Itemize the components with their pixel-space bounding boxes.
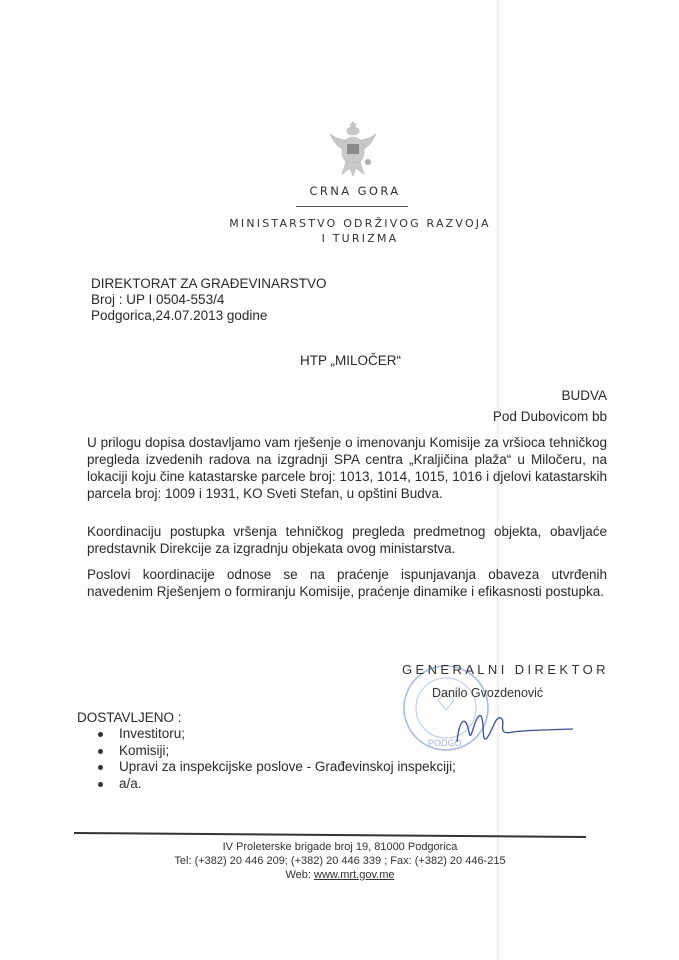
body-paragraph: Poslovi koordinacije odnose se na praćenje ispunjavanja obaveza utvrđenih navedenim Rješenjem o formiranju Komisije, praćenje dinamike i efikasnosti postupka. bbox=[87, 567, 607, 599]
recipient-address bbox=[493, 385, 607, 427]
footer-phones: Tel: (+382) 20 446 209; (+382) 20 446 339 ; Fax: (+382) 20 446-215 bbox=[174, 855, 506, 867]
country-name: CRNA GORA bbox=[309, 184, 401, 198]
body-paragraph: U prilogu dopisa dostavljamo vam rješenje o imenovanju Komisije za vršioca tehničkog pregleda izvedenih radova na izgradnji SPA centra „Kraljičina plaža“ u Miločeru, na lokaciji koju čine katastarske parcele broj: 1013, 1014, 1015, 1016 i djelovi katastarskih parcela broj: 1009 i 1931, KO Sveti Stefan, u opštini Budva. bbox=[87, 435, 607, 501]
distribution-item: a/a. bbox=[95, 776, 456, 793]
recipient-street: Pod Dubovicom bb bbox=[492, 409, 607, 424]
ministry-line-1: MINISTARSTVO ODRŽIVOG RAZVOJA bbox=[229, 217, 491, 230]
document-meta bbox=[91, 276, 327, 324]
signatory-name: Danilo Gvozdenović bbox=[432, 686, 544, 700]
distribution-title: DOSTAVLJENO : bbox=[77, 710, 182, 725]
place-date: Podgorica,24.07.2013 godine bbox=[91, 308, 268, 323]
distribution-item: Upravi za inspekcijske poslove - Građevinskoj inspekciji; bbox=[95, 759, 456, 776]
web-label: Web: bbox=[285, 869, 315, 881]
footer-divider bbox=[74, 832, 586, 838]
ministry-line-2: I TURIZMA bbox=[321, 232, 399, 245]
body-paragraph: Koordinaciju postupka vršenja tehničkog pregleda predmetnog objekta, obavljaće predstavnik Direkcije za izgradnju objekata ovog ministarstva. bbox=[87, 524, 607, 556]
recipient-city: BUDVA bbox=[561, 388, 607, 403]
svg-text:PODGO: PODGO bbox=[428, 738, 462, 748]
recipient-name: HTP „MILOČER“ bbox=[300, 353, 402, 368]
footer bbox=[150, 840, 530, 882]
directorate-name: DIREKTORAT ZA GRAĐEVINARSTVO bbox=[91, 276, 327, 291]
reference-number: Broj : UP I 0504-553/4 bbox=[91, 292, 225, 307]
ministry-name bbox=[200, 216, 520, 246]
distribution-item: Komisiji; bbox=[95, 743, 456, 760]
distribution-item: Investitoru; bbox=[95, 726, 456, 743]
handwritten-signature-icon bbox=[455, 702, 575, 752]
letterhead-divider bbox=[296, 206, 408, 207]
website-link[interactable]: www.mrt.gov.me bbox=[314, 869, 395, 881]
footer-address: IV Proleterske brigade broj 19, 81000 Podgorica bbox=[222, 841, 458, 853]
distribution-list bbox=[95, 726, 456, 792]
coat-of-arms-icon bbox=[322, 118, 384, 180]
signatory-title: GENERALNI DIREKTOR bbox=[402, 662, 609, 677]
footer-web bbox=[150, 868, 530, 882]
